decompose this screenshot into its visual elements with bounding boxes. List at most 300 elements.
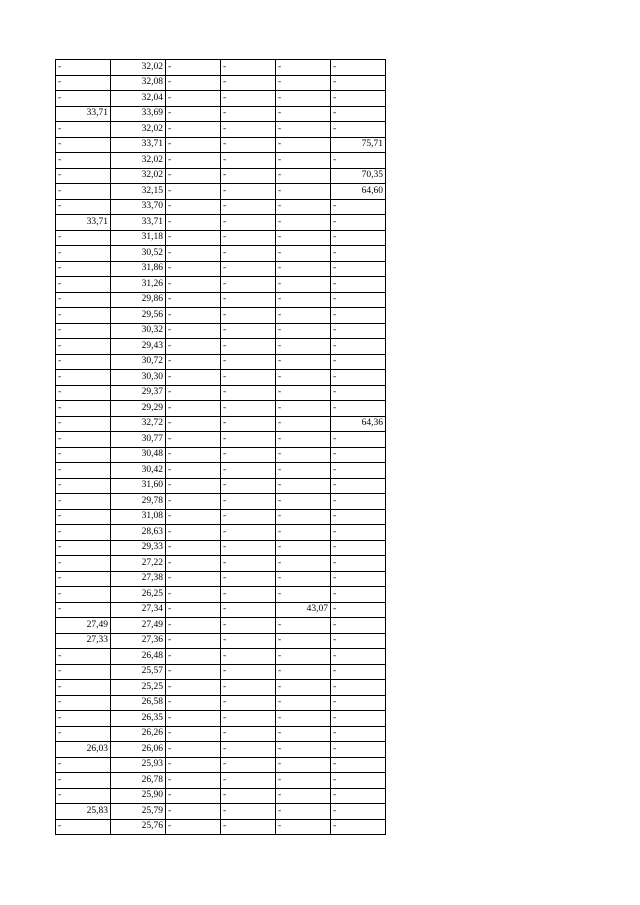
table-cell: -	[56, 602, 111, 618]
table-cell: -	[221, 184, 276, 200]
table-cell: 29,33	[111, 540, 166, 556]
table-cell: -	[56, 447, 111, 463]
table-cell: -	[221, 788, 276, 804]
table-cell: 26,25	[111, 587, 166, 603]
table-cell: -	[56, 726, 111, 742]
table-cell: 30,32	[111, 323, 166, 339]
table-cell: -	[276, 742, 331, 758]
table-cell: -	[221, 618, 276, 634]
table-cell: -	[56, 540, 111, 556]
table-row	[56, 602, 386, 618]
table-cell: -	[331, 525, 386, 541]
table-cell: -	[331, 292, 386, 308]
table-row	[56, 633, 386, 649]
table-cell: 75,71	[331, 137, 386, 153]
table-row	[56, 75, 386, 91]
table-cell: 64,36	[331, 416, 386, 432]
table-cell: -	[276, 804, 331, 820]
table-cell: -	[221, 323, 276, 339]
table-cell: 32,02	[111, 60, 166, 76]
table-cell: -	[56, 339, 111, 355]
table-row	[56, 726, 386, 742]
table-cell: -	[166, 478, 221, 494]
table-cell: -	[56, 199, 111, 215]
table-cell: 25,93	[111, 757, 166, 773]
table-row	[56, 695, 386, 711]
table-cell: -	[56, 525, 111, 541]
table-row	[56, 91, 386, 107]
table-cell: -	[56, 680, 111, 696]
table-cell: -	[56, 323, 111, 339]
table-cell: -	[221, 664, 276, 680]
table-cell: -	[221, 587, 276, 603]
table-cell: -	[56, 153, 111, 169]
table-cell: -	[221, 773, 276, 789]
table-cell: -	[331, 91, 386, 107]
table-cell: -	[276, 587, 331, 603]
table-cell: -	[166, 742, 221, 758]
table-row	[56, 819, 386, 835]
table-cell: -	[276, 184, 331, 200]
table-row	[56, 354, 386, 370]
table-cell: -	[276, 385, 331, 401]
table-cell: -	[56, 463, 111, 479]
table-cell: -	[276, 664, 331, 680]
table-row	[56, 571, 386, 587]
table-cell: -	[56, 385, 111, 401]
table-cell: -	[56, 184, 111, 200]
table-cell: 31,86	[111, 261, 166, 277]
table-cell: -	[276, 246, 331, 262]
table-cell: -	[166, 680, 221, 696]
table-cell: 31,08	[111, 509, 166, 525]
table-row	[56, 230, 386, 246]
table-cell: 26,48	[111, 649, 166, 665]
table-cell: -	[331, 788, 386, 804]
table-cell: -	[276, 230, 331, 246]
table-cell: -	[221, 168, 276, 184]
table-cell: -	[166, 773, 221, 789]
table-cell: -	[331, 153, 386, 169]
table-cell: -	[221, 711, 276, 727]
table-cell: -	[331, 447, 386, 463]
table-cell: -	[276, 633, 331, 649]
table-cell: -	[331, 370, 386, 386]
table-cell: -	[166, 106, 221, 122]
table-cell: -	[166, 184, 221, 200]
table-cell: -	[56, 91, 111, 107]
table-cell: 29,29	[111, 401, 166, 417]
table-cell: -	[166, 308, 221, 324]
table-cell: 31,26	[111, 277, 166, 293]
table-cell: -	[276, 463, 331, 479]
table-cell: -	[56, 122, 111, 138]
table-row	[56, 680, 386, 696]
table-cell: 31,18	[111, 230, 166, 246]
table-cell: -	[221, 804, 276, 820]
data-table	[55, 59, 386, 835]
table-row	[56, 773, 386, 789]
table-row	[56, 649, 386, 665]
table-cell: -	[276, 153, 331, 169]
table-cell: -	[166, 571, 221, 587]
table-row	[56, 788, 386, 804]
table-cell: -	[221, 122, 276, 138]
table-cell: -	[276, 91, 331, 107]
table-cell: -	[56, 788, 111, 804]
table-cell: 33,69	[111, 106, 166, 122]
table-cell: -	[221, 742, 276, 758]
table-cell: 27,22	[111, 556, 166, 572]
table-row	[56, 587, 386, 603]
table-cell: -	[276, 308, 331, 324]
table-cell: 27,49	[111, 618, 166, 634]
table-cell: 30,30	[111, 370, 166, 386]
table-cell: -	[276, 711, 331, 727]
table-cell: -	[331, 432, 386, 448]
table-cell: -	[331, 339, 386, 355]
table-cell: -	[221, 215, 276, 231]
table-cell: -	[331, 757, 386, 773]
table-row	[56, 184, 386, 200]
table-cell: -	[331, 711, 386, 727]
table-cell: -	[221, 680, 276, 696]
table-cell: -	[166, 246, 221, 262]
table-cell: 25,79	[111, 804, 166, 820]
table-cell: -	[221, 60, 276, 76]
table-row	[56, 370, 386, 386]
table-cell: -	[56, 711, 111, 727]
table-cell: -	[331, 540, 386, 556]
table-cell: -	[166, 540, 221, 556]
table-cell: -	[56, 773, 111, 789]
table-cell: -	[331, 742, 386, 758]
table-cell: 30,48	[111, 447, 166, 463]
table-cell: -	[331, 385, 386, 401]
table-cell: -	[221, 416, 276, 432]
table-cell: -	[166, 556, 221, 572]
table-cell: -	[56, 556, 111, 572]
table-cell: -	[331, 649, 386, 665]
table-cell: -	[56, 587, 111, 603]
table-cell: -	[331, 773, 386, 789]
table-cell: 25,76	[111, 819, 166, 835]
table-cell: -	[56, 277, 111, 293]
table-cell: -	[166, 354, 221, 370]
table-cell: -	[331, 199, 386, 215]
table-cell: -	[221, 106, 276, 122]
table-cell: -	[166, 323, 221, 339]
table-cell: -	[166, 757, 221, 773]
table-cell: -	[276, 339, 331, 355]
table-row	[56, 106, 386, 122]
table-cell: 33,71	[111, 215, 166, 231]
table-cell: 25,90	[111, 788, 166, 804]
table-cell: -	[166, 168, 221, 184]
table-cell: -	[221, 292, 276, 308]
table-row	[56, 168, 386, 184]
table-cell: -	[331, 571, 386, 587]
table-cell: 25,83	[56, 804, 111, 820]
table-cell: -	[276, 277, 331, 293]
table-cell: -	[166, 695, 221, 711]
table-cell: 31,60	[111, 478, 166, 494]
table-cell: -	[221, 339, 276, 355]
table-cell: -	[221, 695, 276, 711]
table-body	[56, 60, 386, 835]
table-cell: -	[331, 122, 386, 138]
table-cell: -	[166, 60, 221, 76]
table-cell: -	[166, 432, 221, 448]
table-cell: -	[166, 230, 221, 246]
table-row	[56, 385, 386, 401]
table-cell: -	[221, 261, 276, 277]
table-cell: -	[276, 60, 331, 76]
table-row	[56, 742, 386, 758]
table-cell: -	[276, 401, 331, 417]
table-cell: 26,78	[111, 773, 166, 789]
table-cell: 32,02	[111, 153, 166, 169]
table-cell: 30,77	[111, 432, 166, 448]
table-cell: -	[276, 292, 331, 308]
table-cell: -	[166, 602, 221, 618]
table-cell: -	[276, 773, 331, 789]
table-row	[56, 540, 386, 556]
table-cell: -	[276, 649, 331, 665]
table-cell: -	[331, 556, 386, 572]
table-cell: -	[221, 137, 276, 153]
table-cell: 32,72	[111, 416, 166, 432]
table-cell: 33,71	[56, 106, 111, 122]
table-cell: -	[166, 463, 221, 479]
table-cell: -	[56, 354, 111, 370]
table-cell: -	[221, 401, 276, 417]
table-cell: -	[221, 91, 276, 107]
table-cell: -	[166, 525, 221, 541]
table-cell: 26,35	[111, 711, 166, 727]
table-cell: -	[56, 370, 111, 386]
table-cell: -	[331, 633, 386, 649]
table-cell: -	[221, 230, 276, 246]
table-cell: -	[276, 416, 331, 432]
table-cell: 29,78	[111, 494, 166, 510]
table-cell: 32,02	[111, 168, 166, 184]
table-row	[56, 711, 386, 727]
table-cell: -	[276, 75, 331, 91]
table-cell: -	[56, 757, 111, 773]
table-cell: -	[331, 261, 386, 277]
table-cell: -	[166, 277, 221, 293]
table-row	[56, 478, 386, 494]
table-row	[56, 215, 386, 231]
table-cell: 29,37	[111, 385, 166, 401]
table-cell: -	[56, 137, 111, 153]
table-cell: -	[221, 726, 276, 742]
table-cell: -	[166, 494, 221, 510]
table-cell: -	[331, 60, 386, 76]
table-cell: -	[166, 804, 221, 820]
table-cell: -	[166, 292, 221, 308]
table-cell: -	[56, 246, 111, 262]
table-cell: -	[56, 416, 111, 432]
table-cell: -	[331, 463, 386, 479]
table-cell: 27,34	[111, 602, 166, 618]
table-cell: -	[276, 680, 331, 696]
table-cell: -	[56, 478, 111, 494]
table-cell: -	[331, 602, 386, 618]
table-cell: -	[166, 261, 221, 277]
table-cell: -	[331, 323, 386, 339]
table-cell: 32,08	[111, 75, 166, 91]
table-cell: -	[221, 571, 276, 587]
table-cell: -	[166, 339, 221, 355]
table-cell: -	[331, 804, 386, 820]
table-row	[56, 618, 386, 634]
table-row	[56, 153, 386, 169]
table-cell: -	[276, 478, 331, 494]
table-cell: 27,38	[111, 571, 166, 587]
table-cell: -	[331, 277, 386, 293]
table-cell: -	[166, 75, 221, 91]
table-cell: -	[276, 540, 331, 556]
table-row	[56, 757, 386, 773]
table-cell: -	[221, 354, 276, 370]
table-cell: 64,60	[331, 184, 386, 200]
table-cell: -	[166, 401, 221, 417]
table-cell: -	[166, 199, 221, 215]
table-row	[56, 556, 386, 572]
table-cell: -	[331, 478, 386, 494]
table-cell: -	[331, 664, 386, 680]
table-cell: 28,63	[111, 525, 166, 541]
table-cell: -	[166, 153, 221, 169]
table-row	[56, 323, 386, 339]
table-cell: -	[221, 385, 276, 401]
table-cell: -	[166, 726, 221, 742]
table-cell: 27,33	[56, 633, 111, 649]
table-cell: -	[221, 75, 276, 91]
table-cell: 26,26	[111, 726, 166, 742]
table-cell: -	[331, 819, 386, 835]
table-row	[56, 137, 386, 153]
table-cell: -	[221, 153, 276, 169]
table-cell: -	[276, 354, 331, 370]
table-cell: -	[276, 432, 331, 448]
table-cell: -	[166, 649, 221, 665]
table-cell: -	[331, 680, 386, 696]
table-cell: -	[221, 447, 276, 463]
table-cell: -	[56, 230, 111, 246]
table-cell: -	[56, 292, 111, 308]
table-cell: -	[276, 525, 331, 541]
table-cell: -	[56, 509, 111, 525]
table-cell: -	[221, 308, 276, 324]
table-row	[56, 416, 386, 432]
table-cell: -	[331, 215, 386, 231]
table-cell: -	[166, 664, 221, 680]
table-cell: -	[166, 711, 221, 727]
table-cell: -	[331, 618, 386, 634]
table-row	[56, 308, 386, 324]
table-cell: 26,06	[111, 742, 166, 758]
table-cell: -	[56, 649, 111, 665]
table-cell: -	[56, 401, 111, 417]
table-cell: -	[221, 478, 276, 494]
table-cell: 26,03	[56, 742, 111, 758]
table-cell: -	[276, 261, 331, 277]
table-cell: 29,56	[111, 308, 166, 324]
table-cell: -	[221, 463, 276, 479]
table-cell: -	[56, 664, 111, 680]
table-cell: -	[56, 261, 111, 277]
table-row	[56, 804, 386, 820]
table-cell: 30,52	[111, 246, 166, 262]
table-cell: -	[276, 618, 331, 634]
table-cell: -	[331, 494, 386, 510]
table-cell: -	[276, 726, 331, 742]
table-row	[56, 292, 386, 308]
table-cell: -	[276, 168, 331, 184]
table-cell: 27,49	[56, 618, 111, 634]
table-row	[56, 122, 386, 138]
table-cell: -	[221, 432, 276, 448]
table-row	[56, 60, 386, 76]
table-cell: -	[276, 370, 331, 386]
table-row	[56, 447, 386, 463]
table-cell: -	[276, 137, 331, 153]
table-cell: -	[56, 571, 111, 587]
table-cell: -	[166, 385, 221, 401]
table-cell: -	[56, 695, 111, 711]
table-cell: 30,72	[111, 354, 166, 370]
table-cell: -	[276, 215, 331, 231]
table-cell: -	[331, 401, 386, 417]
table-cell: 32,15	[111, 184, 166, 200]
table-cell: -	[331, 75, 386, 91]
table-cell: -	[166, 122, 221, 138]
table-cell: -	[276, 695, 331, 711]
table-cell: -	[331, 106, 386, 122]
table-row	[56, 199, 386, 215]
table-cell: 26,58	[111, 695, 166, 711]
table-cell: -	[56, 168, 111, 184]
table-cell: 25,25	[111, 680, 166, 696]
table-cell: -	[166, 370, 221, 386]
table-cell: 33,70	[111, 199, 166, 215]
table-cell: -	[276, 199, 331, 215]
table-cell: -	[276, 106, 331, 122]
table-cell: -	[276, 122, 331, 138]
table-cell: -	[221, 509, 276, 525]
table-row	[56, 664, 386, 680]
table-cell: -	[331, 246, 386, 262]
table-cell: -	[221, 370, 276, 386]
table-cell: 29,43	[111, 339, 166, 355]
table-cell: -	[221, 246, 276, 262]
table-row	[56, 494, 386, 510]
table-cell: -	[331, 726, 386, 742]
table-cell: -	[166, 137, 221, 153]
table-cell: -	[331, 695, 386, 711]
table-cell: 29,86	[111, 292, 166, 308]
table-cell: 25,57	[111, 664, 166, 680]
table-cell: -	[56, 308, 111, 324]
table-cell: -	[221, 633, 276, 649]
table-cell: -	[331, 308, 386, 324]
table-cell: -	[331, 509, 386, 525]
table-cell: -	[166, 618, 221, 634]
table-cell: -	[276, 509, 331, 525]
